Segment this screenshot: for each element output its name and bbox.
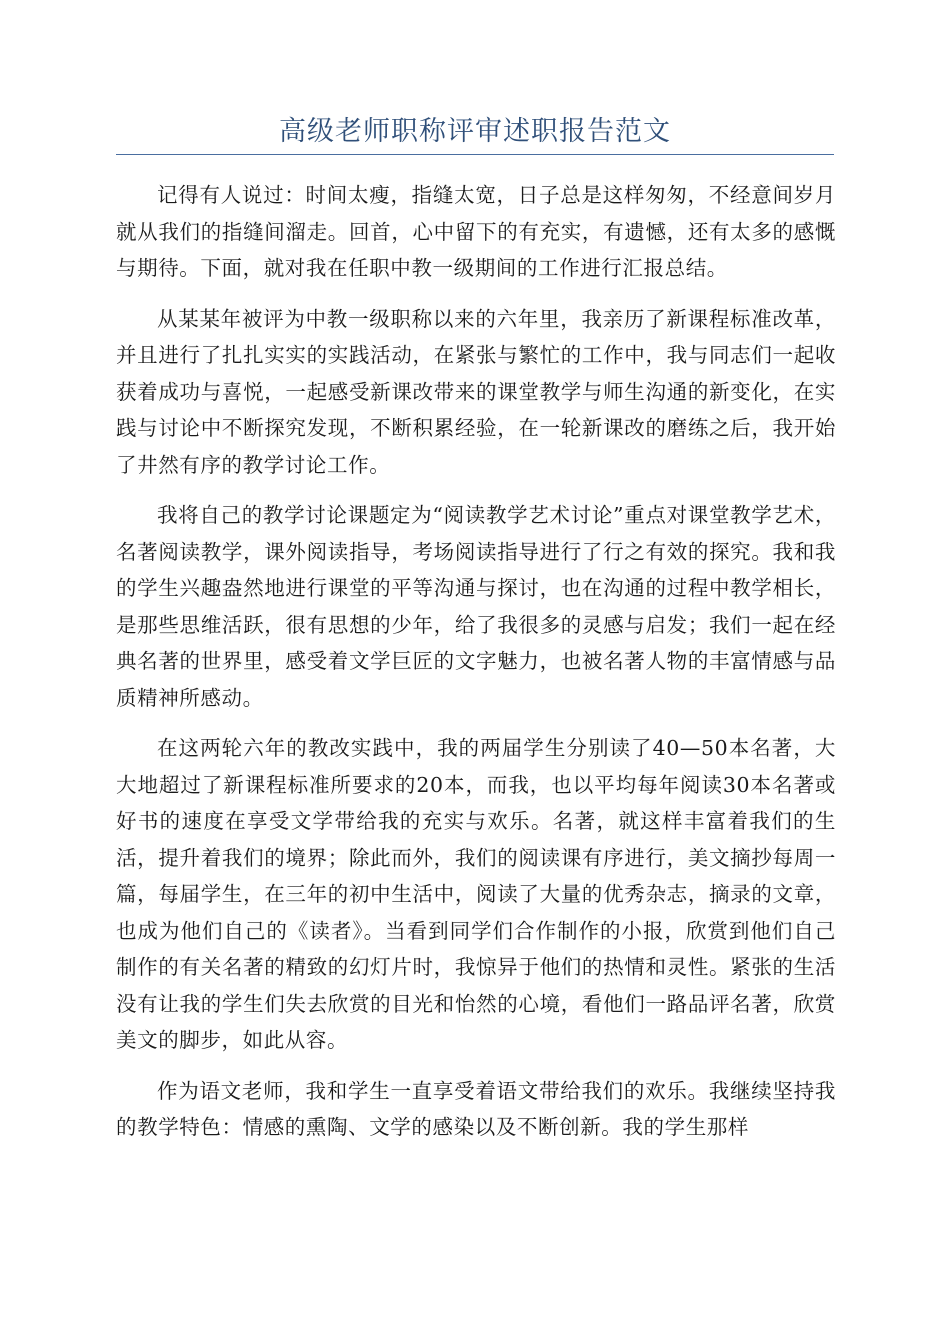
paragraph-1: 记得有人说过：时间太瘦，指缝太宽，日子总是这样匆匆，不经意间岁月就从我们的指缝间溜走。回首，心中留下的有充实，有遗憾，还有太多的感慨与期待。下面，就对我在任职中教一级期间的工作进行汇报总结。 (116, 183, 836, 280)
paragraph-3: 我将自己的教学讨论课题定为“阅读教学艺术讨论”重点对课堂教学艺术，名著阅读教学，课外阅读指导，考场阅读指导进行了行之有效的探究。我和我的学生兴趣盎然地进行课堂的平等沟通与探讨，也在沟通的过程中教学相长，是那些思维活跃，很有思想的少年，给了我很多的灵感与启发；我们一起在经典名著的世界里，感受着文学巨匠的文字魅力，也被名著人物的丰富情感与品质精神所感动。 (116, 503, 836, 710)
paragraph-5: 作为语文老师，我和学生一直享受着语文带给我们的欢乐。我继续坚持我的教学特色：情感的熏陶、文学的感染以及不断创新。我的学生那样 (116, 1078, 836, 1139)
paragraph-4: 在这两轮六年的教改实践中，我的两届学生分别读了40—50本名著，大大地超过了新课程标准所要求的20本，而我，也以平均每年阅读30本名著或好书的速度在享受文学带给我的充实与欢乐。名著，就这样丰富着我们的生活，提升着我们的境界；除此而外，我们的阅读课有序进行，美文摘抄每周一篇，每届学生，在三年的初中生活中，阅读了大量的优秀杂志，摘录的文章，也成为他们自己的《读者》。当看到同学们合作制作的小报，欣赏到他们自己制作的有关名著的精致的幻灯片时，我惊异于他们的热情和灵性。紧张的生活没有让我的学生们失去欣赏的目光和怡然的心境，看他们一路品评名著，欣赏美文的脚步，如此从容。 (116, 736, 836, 1052)
paragraph-2: 从某某年被评为中教一级职称以来的六年里，我亲历了新课程标准改革，并且进行了扎扎实实的实践活动，在紧张与繁忙的工作中，我与同志们一起收获着成功与喜悦，一起感受新课改带来的课堂教学与师生沟通的新变化，在实践与讨论中不断探究发现，不断积累经验，在一轮新课改的磨练之后，我开始了井然有序的教学讨论工作。 (116, 306, 836, 477)
document-body (116, 177, 836, 1160)
document-title: 高级老师职称评审述职报告范文 (279, 116, 671, 147)
title-underline (116, 154, 834, 155)
